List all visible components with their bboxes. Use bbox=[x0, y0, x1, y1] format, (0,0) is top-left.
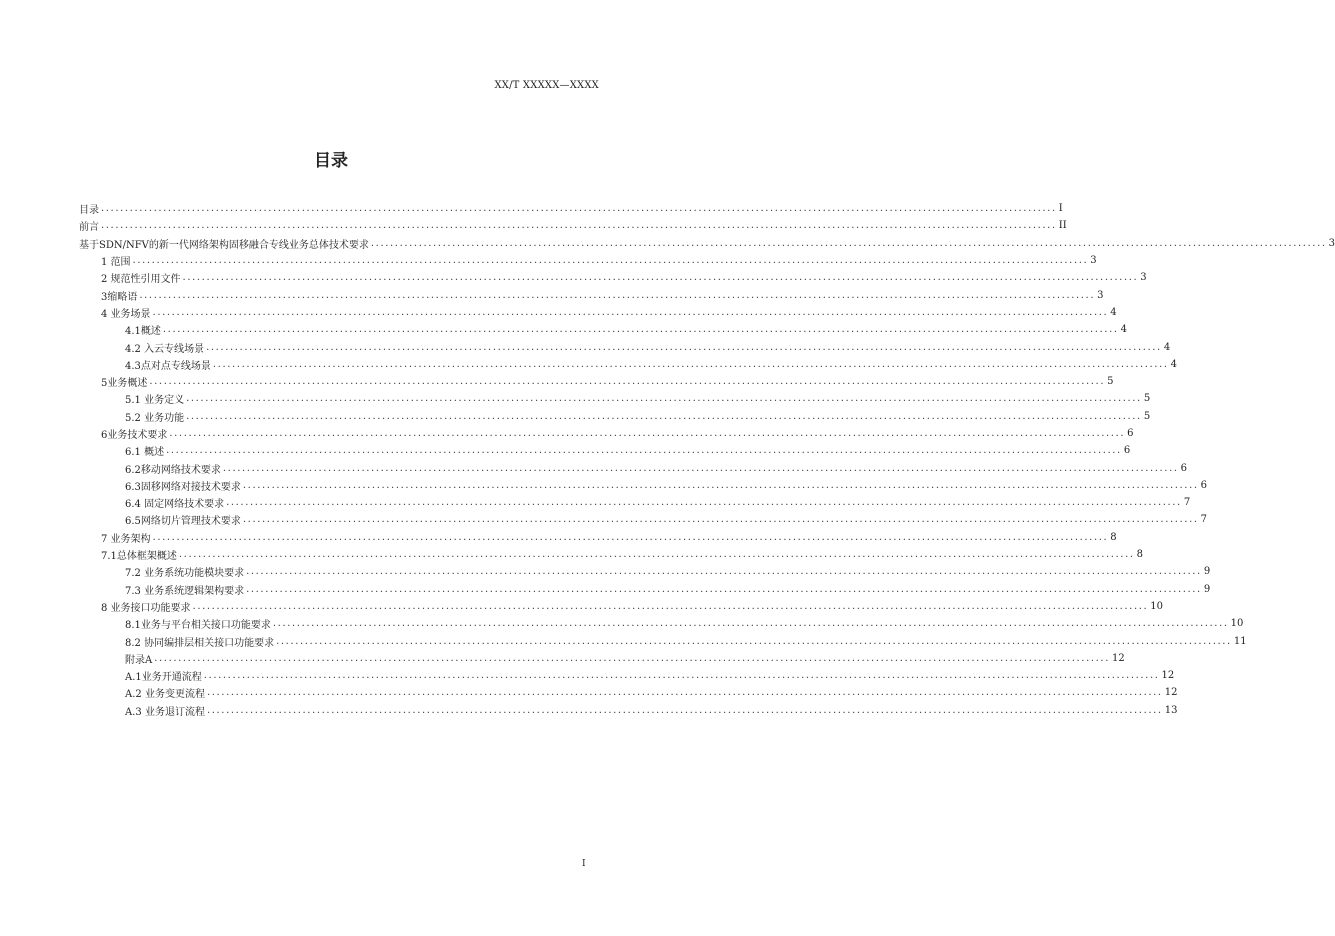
toc-entry-label: 8.1业务与平台相关接口功能要求 bbox=[125, 620, 271, 632]
toc-entry-page: 5 bbox=[1143, 410, 1151, 422]
toc-entry-label: 4 业务场景 bbox=[101, 308, 151, 320]
toc-entry-page: 3 bbox=[1328, 237, 1335, 249]
toc-leader-dots: ........................................................................................................................................................................................................ bbox=[101, 220, 1057, 232]
toc-entry[interactable] bbox=[79, 373, 1114, 390]
toc-entry[interactable] bbox=[79, 286, 1104, 303]
toc-leader-dots: ........................................................................................................................................................................................................ bbox=[276, 635, 1232, 647]
toc-entry[interactable] bbox=[79, 459, 1188, 476]
toc-entry-page: 8 bbox=[1136, 549, 1144, 561]
toc-entry-label: 5.1 业务定义 bbox=[125, 395, 185, 407]
toc-entry[interactable] bbox=[79, 529, 1117, 546]
toc-entry-label: 8.2 协同编排层相关接口功能要求 bbox=[125, 637, 275, 649]
toc-entry-label: 基于SDN/NFV的新一代网络架构固移融合专线业务总体技术要求 bbox=[79, 239, 369, 251]
toc-entry[interactable] bbox=[79, 598, 1164, 615]
toc-entry[interactable] bbox=[79, 338, 1171, 355]
toc-leader-dots: ........................................................................................................................................................................................................ bbox=[242, 479, 1199, 491]
toc-entry-label: 6.1 概述 bbox=[125, 447, 165, 459]
toc-entry[interactable] bbox=[79, 235, 1335, 252]
toc-leader-dots: ........................................................................................................................................................................................................ bbox=[246, 583, 1202, 595]
toc-entry-page: 4 bbox=[1110, 306, 1117, 318]
toc-entry-page: 4 bbox=[1170, 358, 1178, 370]
toc-leader-dots: ........................................................................................................................................................................................................ bbox=[178, 549, 1135, 561]
toc-entry[interactable] bbox=[79, 650, 1125, 667]
toc-entry[interactable] bbox=[79, 425, 1134, 442]
toc-entry[interactable] bbox=[79, 546, 1144, 563]
toc-entry-page: II bbox=[1058, 220, 1067, 232]
toc-entry-page: 6 bbox=[1180, 462, 1188, 474]
toc-entry[interactable] bbox=[79, 252, 1097, 269]
toc-leader-dots: ........................................................................................................................................................................................................ bbox=[206, 687, 1163, 699]
toc-entry[interactable] bbox=[79, 200, 1063, 217]
document-code: XX/T XXXXX—XXXX bbox=[494, 80, 599, 91]
toc-entry[interactable] bbox=[79, 494, 1191, 511]
toc-entry-label: 6.3固移网络对接技术要求 bbox=[125, 481, 241, 493]
toc-entry-label: 7 业务架构 bbox=[101, 533, 151, 545]
toc-entry[interactable] bbox=[79, 217, 1067, 234]
toc-leader-dots: ........................................................................................................................................................................................................ bbox=[152, 306, 1109, 318]
toc-entry-page: 10 bbox=[1150, 600, 1164, 612]
page-number: I bbox=[582, 859, 586, 869]
toc-entry-page: 9 bbox=[1203, 583, 1211, 595]
toc-leader-dots: ........................................................................................................................................................................................................ bbox=[242, 514, 1199, 526]
toc-entry[interactable] bbox=[79, 356, 1178, 373]
toc-entry-page: 3 bbox=[1097, 289, 1104, 301]
toc-entry[interactable] bbox=[79, 442, 1131, 459]
toc-entry[interactable] bbox=[79, 477, 1208, 494]
toc-leader-dots: ........................................................................................................................................................................................................ bbox=[370, 237, 1327, 249]
toc-entry[interactable] bbox=[79, 702, 1178, 719]
toc-entry[interactable] bbox=[79, 269, 1147, 286]
toc-entry[interactable] bbox=[79, 667, 1175, 684]
toc-leader-dots: ........................................................................................................................................................................................................ bbox=[246, 566, 1202, 578]
table-of-contents bbox=[79, 200, 1335, 719]
toc-entry-page: 3 bbox=[1090, 255, 1097, 267]
toc-entry-label: 6.4 固定网络技术要求 bbox=[125, 499, 225, 511]
toc-entry-page: 5 bbox=[1143, 393, 1151, 405]
toc-entry-label: 4.3点对点专线场景 bbox=[125, 360, 211, 372]
toc-entry-label: 6.2移动网络技术要求 bbox=[125, 464, 221, 476]
toc-entry-label: A.2 业务变更流程 bbox=[125, 689, 205, 701]
toc-leader-dots: ........................................................................................................................................................................................................ bbox=[132, 255, 1089, 267]
toc-entry-label: A.3 业务退订流程 bbox=[125, 706, 205, 718]
toc-entry-label: 4.2 入云专线场景 bbox=[125, 343, 205, 355]
toc-entry-page: 4 bbox=[1120, 324, 1128, 336]
toc-entry-label: 6.5网络切片管理技术要求 bbox=[125, 516, 241, 528]
toc-entry-label: 前言 bbox=[79, 222, 99, 234]
toc-entry-page: 10 bbox=[1230, 618, 1244, 630]
toc-entry-label: 7.1总体框架概述 bbox=[101, 551, 177, 563]
toc-entry-label: 附录A bbox=[125, 654, 153, 666]
toc-entry-label: 2 规范性引用文件 bbox=[101, 274, 181, 286]
toc-leader-dots: ........................................................................................................................................................................................................ bbox=[101, 203, 1057, 215]
toc-leader-dots: ........................................................................................................................................................................................................ bbox=[192, 600, 1149, 612]
toc-entry-page: 12 bbox=[1164, 687, 1178, 699]
toc-leader-dots: ........................................................................................................................................................................................................ bbox=[152, 531, 1109, 543]
toc-entry-page: 11 bbox=[1233, 635, 1247, 647]
toc-entry-page: 12 bbox=[1111, 652, 1125, 664]
toc-leader-dots: ........................................................................................................................................................................................................ bbox=[149, 376, 1106, 388]
toc-leader-dots: ........................................................................................................................................................................................................ bbox=[182, 272, 1139, 284]
toc-leader-dots: ........................................................................................................................................................................................................ bbox=[222, 462, 1179, 474]
toc-entry-label: 3缩略语 bbox=[101, 291, 138, 303]
toc-leader-dots: ........................................................................................................................................................................................................ bbox=[226, 497, 1182, 509]
toc-entry-page: 12 bbox=[1161, 670, 1175, 682]
toc-entry-label: 8 业务接口功能要求 bbox=[101, 602, 191, 614]
page-title: 目录 bbox=[314, 151, 348, 171]
toc-entry-page: 7 bbox=[1183, 497, 1191, 509]
toc-entry-page: 5 bbox=[1107, 376, 1114, 388]
toc-leader-dots: ........................................................................................................................................................................................................ bbox=[186, 393, 1142, 405]
toc-entry-page: 6 bbox=[1127, 428, 1134, 439]
toc-entry-page: 6 bbox=[1123, 445, 1131, 457]
toc-entry-page: 3 bbox=[1140, 272, 1147, 284]
toc-entry-label: A.1业务开通流程 bbox=[125, 672, 202, 684]
toc-entry-label: 5.2 业务功能 bbox=[125, 412, 185, 424]
toc-entry-label: 7.3 业务系统逻辑架构要求 bbox=[125, 585, 245, 597]
toc-entry[interactable] bbox=[79, 390, 1151, 407]
toc-entry-page: I bbox=[1058, 203, 1063, 215]
toc-leader-dots: ........................................................................................................................................................................................................ bbox=[212, 358, 1169, 370]
toc-entry-label: 6业务技术要求 bbox=[101, 430, 168, 441]
toc-entry[interactable] bbox=[79, 632, 1247, 649]
toc-entry-label: 1 范围 bbox=[101, 257, 131, 269]
toc-leader-dots: ........................................................................................................................................................................................................ bbox=[169, 428, 1126, 439]
toc-entry[interactable] bbox=[79, 563, 1211, 580]
toc-entry[interactable] bbox=[79, 581, 1211, 598]
toc-leader-dots: ........................................................................................................................................................................................................ bbox=[203, 670, 1160, 682]
toc-leader-dots: ........................................................................................................................................................................................................ bbox=[166, 445, 1122, 457]
toc-entry-label: 4.1概述 bbox=[125, 326, 161, 338]
toc-entry-label: 5业务概述 bbox=[101, 378, 148, 390]
toc-entry-page: 8 bbox=[1110, 531, 1117, 543]
toc-leader-dots: ........................................................................................................................................................................................................ bbox=[206, 341, 1162, 353]
toc-entry[interactable] bbox=[79, 321, 1128, 338]
toc-entry[interactable] bbox=[79, 304, 1117, 321]
toc-entry[interactable] bbox=[79, 511, 1208, 528]
toc-leader-dots: ........................................................................................................................................................................................................ bbox=[162, 324, 1119, 336]
toc-entry-page: 7 bbox=[1200, 514, 1208, 526]
toc-entry[interactable] bbox=[79, 408, 1151, 425]
toc-entry-page: 13 bbox=[1164, 704, 1178, 716]
toc-entry-page: 6 bbox=[1200, 479, 1208, 491]
toc-leader-dots: ........................................................................................................................................................................................................ bbox=[139, 289, 1096, 301]
toc-entry-label: 7.2 业务系统功能模块要求 bbox=[125, 568, 245, 580]
toc-entry[interactable] bbox=[79, 615, 1244, 632]
toc-leader-dots: ........................................................................................................................................................................................................ bbox=[154, 652, 1110, 664]
toc-leader-dots: ........................................................................................................................................................................................................ bbox=[186, 410, 1142, 422]
toc-leader-dots: ........................................................................................................................................................................................................ bbox=[272, 618, 1229, 630]
toc-entry[interactable] bbox=[79, 684, 1178, 701]
toc-leader-dots: ........................................................................................................................................................................................................ bbox=[206, 704, 1163, 716]
toc-entry-page: 9 bbox=[1203, 566, 1211, 578]
toc-entry-page: 4 bbox=[1163, 341, 1171, 353]
toc-entry-label: 目录 bbox=[79, 205, 99, 217]
